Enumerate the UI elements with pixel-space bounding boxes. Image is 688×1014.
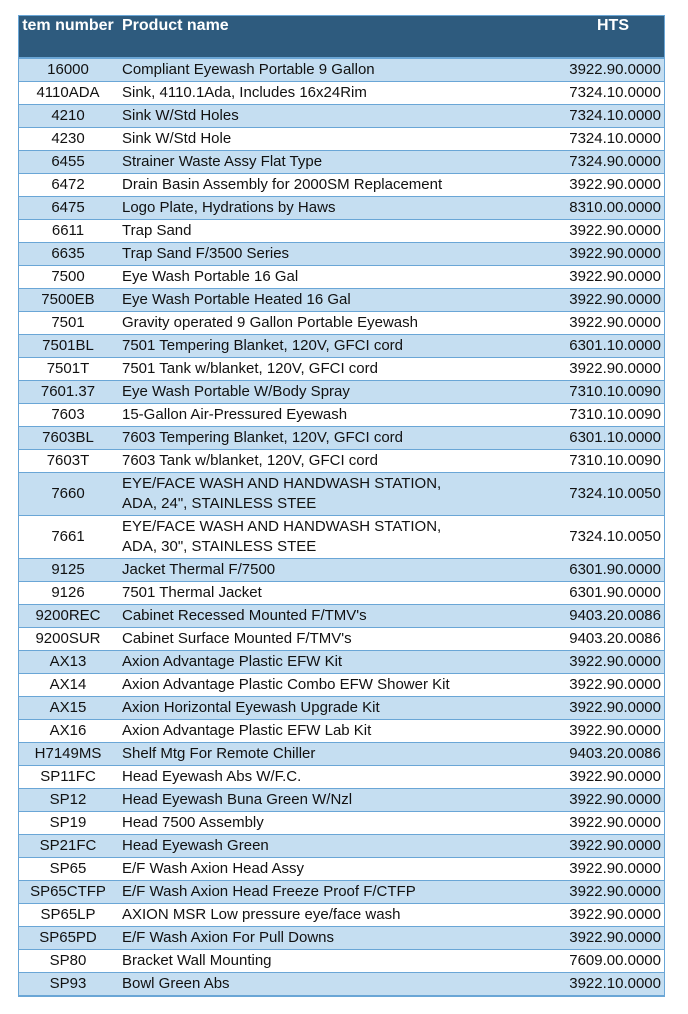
product-table xyxy=(18,15,665,996)
item-number-cell: 9200SUR xyxy=(18,628,118,651)
item-number-cell: 6472 xyxy=(18,174,118,197)
item-number-cell: SP93 xyxy=(18,973,118,996)
table-row xyxy=(18,927,665,950)
table-row xyxy=(18,812,665,835)
hts-code-cell: 6301.10.0000 xyxy=(458,427,665,450)
hts-code-cell: 3922.90.0000 xyxy=(458,220,665,243)
item-number-cell: 4230 xyxy=(18,128,118,151)
product-name-cell: Trap Sand xyxy=(118,220,458,243)
table-row xyxy=(18,128,665,151)
table-row xyxy=(18,404,665,427)
hts-code-cell: 6301.90.0000 xyxy=(458,559,665,582)
table-row xyxy=(18,289,665,312)
hts-code-cell: 6301.90.0000 xyxy=(458,582,665,605)
table-row xyxy=(18,743,665,766)
item-number-cell: AX13 xyxy=(18,651,118,674)
product-name-cell: E/F Wash Axion Head Freeze Proof F/CTFP xyxy=(118,881,458,904)
hts-code-cell: 3922.90.0000 xyxy=(458,266,665,289)
item-number-cell: SP12 xyxy=(18,789,118,812)
product-name-cell: E/F Wash Axion Head Assy xyxy=(118,858,458,881)
hts-code-cell: 9403.20.0086 xyxy=(458,743,665,766)
product-name-cell: Sink, 4110.1Ada, Includes 16x24Rim xyxy=(118,82,458,105)
item-number-cell: 7603 xyxy=(18,404,118,427)
item-number-cell: 7501 xyxy=(18,312,118,335)
item-number-cell: 6635 xyxy=(18,243,118,266)
product-name-cell: Head Eyewash Green xyxy=(118,835,458,858)
table-row xyxy=(18,720,665,743)
header-item-number: tem number xyxy=(18,15,118,58)
item-number-cell: 7601.37 xyxy=(18,381,118,404)
table-row xyxy=(18,835,665,858)
hts-code-cell: 3922.90.0000 xyxy=(458,674,665,697)
table-row xyxy=(18,605,665,628)
hts-code-cell: 7310.10.0090 xyxy=(458,404,665,427)
item-number-cell: 9126 xyxy=(18,582,118,605)
hts-code-cell: 3922.90.0000 xyxy=(458,812,665,835)
product-name-cell: 7603 Tempering Blanket, 120V, GFCI cord xyxy=(118,427,458,450)
product-name-cell: Eye Wash Portable 16 Gal xyxy=(118,266,458,289)
hts-code-cell: 7310.10.0090 xyxy=(458,450,665,473)
hts-code-cell: 3922.90.0000 xyxy=(458,243,665,266)
item-number-cell: SP65LP xyxy=(18,904,118,927)
hts-code-cell: 7324.90.0000 xyxy=(458,151,665,174)
hts-code-cell: 3922.90.0000 xyxy=(458,358,665,381)
product-name-cell: Eye Wash Portable Heated 16 Gal xyxy=(118,289,458,312)
hts-code-cell: 3922.90.0000 xyxy=(458,720,665,743)
hts-code-cell: 3922.90.0000 xyxy=(458,858,665,881)
table-row xyxy=(18,82,665,105)
product-name-cell: Cabinet Surface Mounted F/TMV's xyxy=(118,628,458,651)
product-name-cell: Axion Advantage Plastic EFW Kit xyxy=(118,651,458,674)
product-name-cell: Trap Sand F/3500 Series xyxy=(118,243,458,266)
hts-code-cell: 3922.90.0000 xyxy=(458,312,665,335)
hts-code-cell: 7324.10.0050 xyxy=(458,473,665,516)
item-number-cell: SP65 xyxy=(18,858,118,881)
hts-code-cell: 9403.20.0086 xyxy=(458,628,665,651)
item-number-cell: 7500EB xyxy=(18,289,118,312)
product-name-cell: E/F Wash Axion For Pull Downs xyxy=(118,927,458,950)
item-number-cell: 7660 xyxy=(18,473,118,516)
product-name-cell: AXION MSR Low pressure eye/face wash xyxy=(118,904,458,927)
table-row xyxy=(18,950,665,973)
product-name-cell: Bracket Wall Mounting xyxy=(118,950,458,973)
hts-code-cell: 3922.90.0000 xyxy=(458,904,665,927)
table-row xyxy=(18,312,665,335)
item-number-cell: SP80 xyxy=(18,950,118,973)
hts-code-cell: 3922.90.0000 xyxy=(458,651,665,674)
product-name-cell: Head 7500 Assembly xyxy=(118,812,458,835)
table-header xyxy=(18,15,665,58)
product-name-cell: Compliant Eyewash Portable 9 Gallon xyxy=(118,58,458,82)
product-name-cell: Sink W/Std Holes xyxy=(118,105,458,128)
hts-code-cell: 3922.90.0000 xyxy=(458,835,665,858)
hts-code-cell: 3922.90.0000 xyxy=(458,789,665,812)
item-number-cell: 6475 xyxy=(18,197,118,220)
product-table-container xyxy=(18,15,665,996)
item-number-cell: 4110ADA xyxy=(18,82,118,105)
product-name-cell: EYE/FACE WASH AND HANDWASH STATION, ADA, 24", STAINLESS STEE xyxy=(118,473,458,516)
table-row xyxy=(18,766,665,789)
hts-code-cell: 7324.10.0000 xyxy=(458,105,665,128)
product-name-cell: Cabinet Recessed Mounted F/TMV's xyxy=(118,605,458,628)
table-row xyxy=(18,105,665,128)
product-name-cell: Head Eyewash Buna Green W/Nzl xyxy=(118,789,458,812)
table-row xyxy=(18,973,665,996)
table-row xyxy=(18,559,665,582)
item-number-cell: 6611 xyxy=(18,220,118,243)
hts-code-cell: 3922.90.0000 xyxy=(458,766,665,789)
table-row xyxy=(18,858,665,881)
table-row xyxy=(18,582,665,605)
product-name-cell: 15-Gallon Air-Pressured Eyewash xyxy=(118,404,458,427)
table-row xyxy=(18,697,665,720)
table-row xyxy=(18,220,665,243)
product-name-cell: Shelf Mtg For Remote Chiller xyxy=(118,743,458,766)
item-number-cell: H7149MS xyxy=(18,743,118,766)
hts-code-cell: 7324.10.0050 xyxy=(458,516,665,559)
table-row xyxy=(18,427,665,450)
product-name-cell: Axion Horizontal Eyewash Upgrade Kit xyxy=(118,697,458,720)
header-hts: HTS xyxy=(458,15,665,58)
table-row xyxy=(18,881,665,904)
product-name-cell: Axion Advantage Plastic Combo EFW Shower Kit xyxy=(118,674,458,697)
product-name-cell: Axion Advantage Plastic EFW Lab Kit xyxy=(118,720,458,743)
hts-code-cell: 3922.90.0000 xyxy=(458,881,665,904)
item-number-cell: SP11FC xyxy=(18,766,118,789)
item-number-cell: 9125 xyxy=(18,559,118,582)
table-row xyxy=(18,450,665,473)
product-name-cell: Gravity operated 9 Gallon Portable Eyewash xyxy=(118,312,458,335)
table-row xyxy=(18,243,665,266)
table-row xyxy=(18,174,665,197)
table-row xyxy=(18,335,665,358)
header-product-name: Product name xyxy=(118,15,458,58)
hts-code-cell: 3922.90.0000 xyxy=(458,289,665,312)
product-name-cell: 7501 Tank w/blanket, 120V, GFCI cord xyxy=(118,358,458,381)
hts-code-cell: 7324.10.0000 xyxy=(458,128,665,151)
hts-code-cell: 6301.10.0000 xyxy=(458,335,665,358)
table-row xyxy=(18,651,665,674)
product-name-cell: Eye Wash Portable W/Body Spray xyxy=(118,381,458,404)
hts-code-cell: 8310.00.0000 xyxy=(458,197,665,220)
table-row xyxy=(18,628,665,651)
product-name-cell: 7603 Tank w/blanket, 120V, GFCI cord xyxy=(118,450,458,473)
item-number-cell: 6455 xyxy=(18,151,118,174)
item-number-cell: AX14 xyxy=(18,674,118,697)
hts-code-cell: 7324.10.0000 xyxy=(458,82,665,105)
table-row xyxy=(18,381,665,404)
product-name-cell: Drain Basin Assembly for 2000SM Replacement xyxy=(118,174,458,197)
table-row xyxy=(18,197,665,220)
item-number-cell: 4210 xyxy=(18,105,118,128)
table-row xyxy=(18,266,665,289)
table-row xyxy=(18,58,665,82)
product-name-cell: EYE/FACE WASH AND HANDWASH STATION, ADA, 30", STAINLESS STEE xyxy=(118,516,458,559)
item-number-cell: 7500 xyxy=(18,266,118,289)
item-number-cell: 16000 xyxy=(18,58,118,82)
table-row xyxy=(18,904,665,927)
product-name-cell: Sink W/Std Hole xyxy=(118,128,458,151)
item-number-cell: SP19 xyxy=(18,812,118,835)
product-name-cell: Jacket Thermal F/7500 xyxy=(118,559,458,582)
item-number-cell: AX16 xyxy=(18,720,118,743)
header-row xyxy=(18,15,665,58)
hts-code-cell: 3922.90.0000 xyxy=(458,927,665,950)
hts-code-cell: 3922.10.0000 xyxy=(458,973,665,996)
item-number-cell: 7603T xyxy=(18,450,118,473)
item-number-cell: 7501T xyxy=(18,358,118,381)
item-number-cell: AX15 xyxy=(18,697,118,720)
hts-code-cell: 3922.90.0000 xyxy=(458,174,665,197)
item-number-cell: SP21FC xyxy=(18,835,118,858)
product-name-cell: Logo Plate, Hydrations by Haws xyxy=(118,197,458,220)
table-row xyxy=(18,789,665,812)
item-number-cell: 7603BL xyxy=(18,427,118,450)
product-name-cell: 7501 Thermal Jacket xyxy=(118,582,458,605)
product-name-cell: Head Eyewash Abs W/F.C. xyxy=(118,766,458,789)
table-body xyxy=(18,58,665,996)
table-row xyxy=(18,473,665,516)
hts-code-cell: 3922.90.0000 xyxy=(458,58,665,82)
hts-code-cell: 7310.10.0090 xyxy=(458,381,665,404)
hts-code-cell: 3922.90.0000 xyxy=(458,697,665,720)
product-name-cell: 7501 Tempering Blanket, 120V, GFCI cord xyxy=(118,335,458,358)
product-name-cell: Bowl Green Abs xyxy=(118,973,458,996)
table-row xyxy=(18,674,665,697)
item-number-cell: SP65CTFP xyxy=(18,881,118,904)
hts-code-cell: 9403.20.0086 xyxy=(458,605,665,628)
table-row xyxy=(18,516,665,559)
table-row xyxy=(18,151,665,174)
product-name-cell: Strainer Waste Assy Flat Type xyxy=(118,151,458,174)
item-number-cell: 9200REC xyxy=(18,605,118,628)
item-number-cell: 7501BL xyxy=(18,335,118,358)
table-row xyxy=(18,358,665,381)
item-number-cell: 7661 xyxy=(18,516,118,559)
item-number-cell: SP65PD xyxy=(18,927,118,950)
hts-code-cell: 7609.00.0000 xyxy=(458,950,665,973)
